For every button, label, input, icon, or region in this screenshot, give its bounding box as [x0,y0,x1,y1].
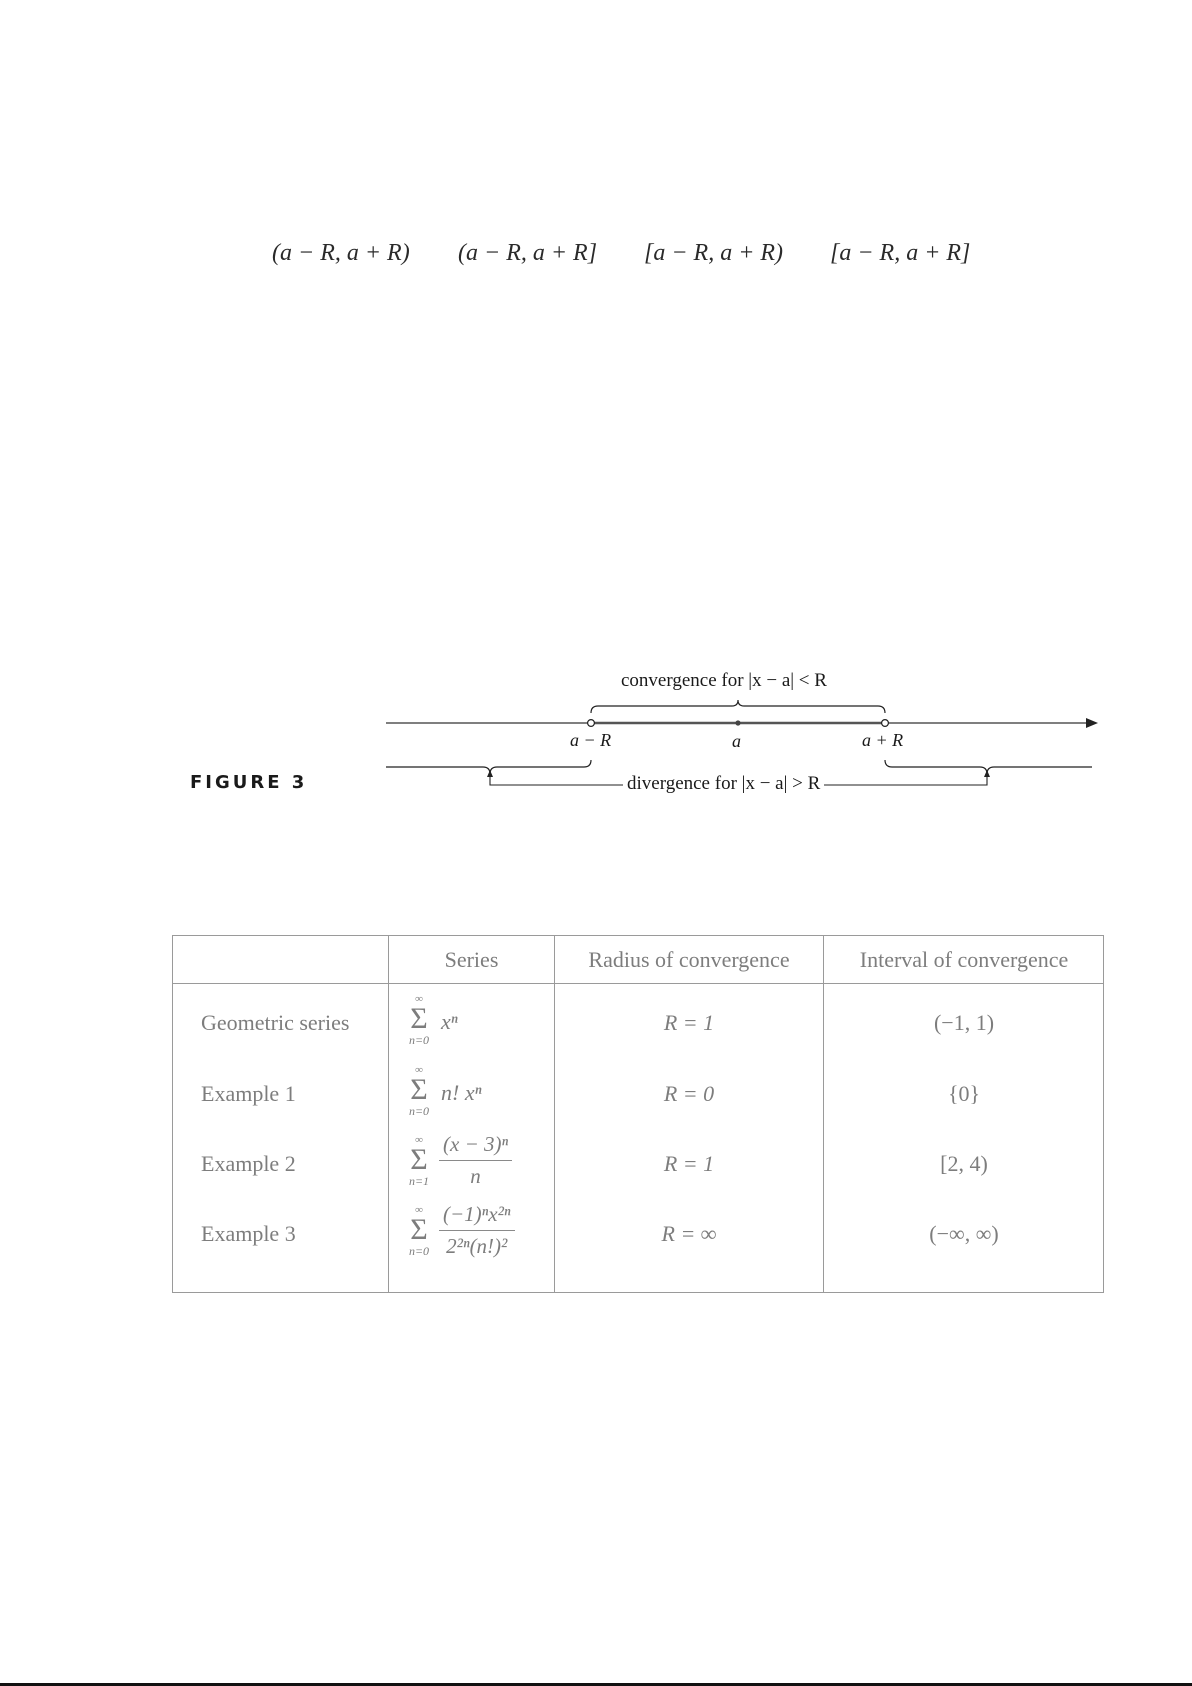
summation [399,1064,439,1118]
radius-value: R = 0 [663,1081,715,1106]
series-term: n! xⁿ [441,1080,482,1105]
interval-open-open: (a − R, a + R) [272,240,410,266]
summation [399,993,439,1047]
convergence-table [172,935,1104,1293]
sigma-symbol: Σ [410,1213,428,1246]
sum-upper: ∞ [415,993,423,1005]
summation [399,1134,439,1188]
sigma-symbol: Σ [410,1073,428,1106]
divergence-arrow-right [984,770,990,777]
interval-value: (−∞, ∞) [929,1221,999,1246]
interval-value: (−1, 1) [933,1010,995,1035]
row-name: Example 2 [201,1151,296,1176]
series-term: xⁿ [441,1009,458,1034]
divergence-brace-left [386,760,591,774]
interval-closed-open: [a − R, a + R) [644,240,784,266]
convergence-label: convergence for |x − a| < R [617,670,831,692]
axis-arrow [1086,718,1098,728]
tick-label-left: a − R [570,730,612,750]
summation [399,1204,439,1258]
divergence-brace-right [885,760,1092,774]
row-name: Geometric series [201,1010,350,1035]
figure-3 [0,660,1192,810]
radius-value: R = ∞ [661,1221,717,1246]
tick-label-center: a [732,731,741,751]
header-radius: Radius of convergence [588,947,790,972]
right-endpoint [882,720,889,727]
sigma-symbol: Σ [410,1143,428,1176]
header-interval: Interval of convergence [859,947,1069,972]
convergence-brace [591,700,885,713]
header-divider [173,983,1103,984]
row-name: Example 3 [201,1221,296,1246]
sum-lower: n=1 [408,1174,430,1188]
sum-upper: ∞ [415,1134,423,1146]
fraction-numerator: (−1)ⁿx²ⁿ [439,1202,515,1231]
sigma-symbol: Σ [410,1002,428,1035]
sum-upper: ∞ [415,1064,423,1076]
tick-label-right: a + R [862,730,904,750]
interval-value: {0} [947,1081,981,1106]
fraction-denominator: n [470,1164,481,1188]
series-fraction [439,1132,512,1189]
table-divider [388,936,389,1292]
center-point [735,720,740,725]
sum-upper: ∞ [415,1204,423,1216]
radius-value: R = 1 [663,1151,715,1176]
sum-lower: n=0 [408,1244,430,1258]
fraction-numerator: (x − 3)ⁿ [439,1132,512,1161]
interval-list [272,240,992,280]
interval-closed-closed: [a − R, a + R] [830,240,971,266]
radius-value: R = 1 [663,1010,715,1035]
header-series: Series [444,947,499,972]
fraction-denominator: 2²ⁿ(n!)² [446,1234,508,1258]
figure-caption: FIGURE 3 [190,772,308,793]
divergence-arrow-left [487,770,493,777]
sum-lower: n=0 [408,1033,430,1047]
sum-lower: n=0 [408,1104,430,1118]
divergence-label: divergence for |x − a| > R [623,773,824,795]
interval-open-closed: (a − R, a + R] [458,240,598,266]
series-fraction [439,1202,515,1259]
interval-value: [2, 4) [940,1151,988,1176]
left-endpoint [588,720,595,727]
row-name: Example 1 [201,1081,296,1106]
